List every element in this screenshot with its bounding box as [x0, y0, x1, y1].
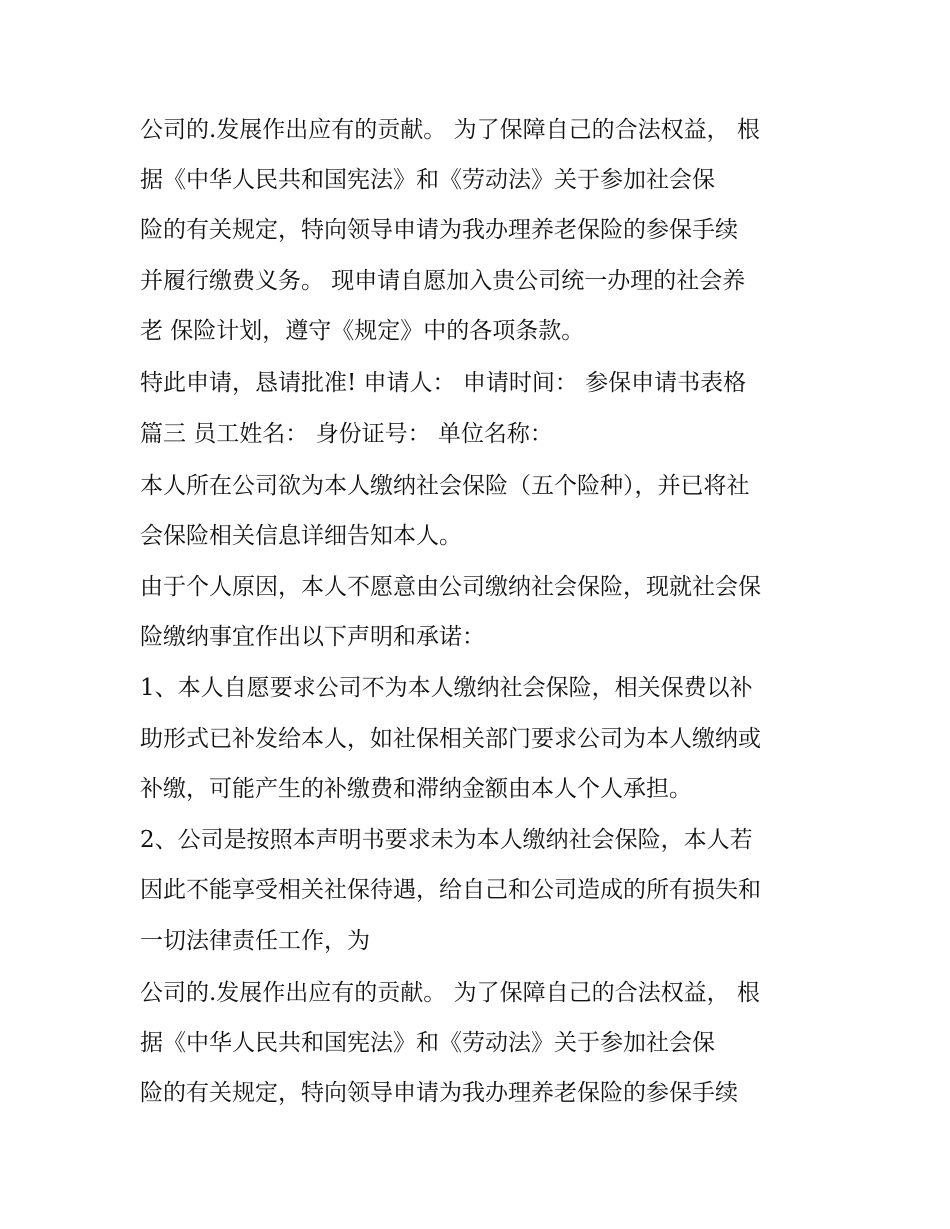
text-line: 一切法律责任工作，为	[140, 928, 370, 954]
text-line: 1、本人自愿要求公司不为本人缴纳社会保险，相关保费以补	[140, 675, 753, 701]
text-line: 补缴，可能产生的补缴费和滞纳金额由本人个人承担。	[140, 776, 692, 802]
text-line: 特此申请，恳请批准! 申请人： 申请时间： 参保申请书表格	[140, 370, 747, 396]
text-line: 老 保险计划，遵守《规定》中的各项条款。	[140, 318, 585, 344]
text-line: 据《中华人民共和国宪法》和《劳动法》关于参加社会保	[140, 167, 715, 193]
text-line: 公司的.发展作出应有的贡献。 为了保障自己的合法权益， 根	[140, 117, 760, 143]
text-line: 本人所在公司欲为本人缴纳社会保险（五个险种），并已将社	[140, 473, 750, 499]
text-line: 险缴纳事宜作出以下声明和承诺：	[140, 624, 485, 650]
text-line: 据《中华人民共和国宪法》和《劳动法》关于参加社会保	[140, 1030, 715, 1056]
text-line: 会保险相关信息详细告知本人。	[140, 523, 462, 549]
text-line: 助形式已补发给本人，如社保相关部门要求公司为本人缴纳或	[140, 726, 761, 752]
text-line: 因此不能享受相关社保待遇，给自己和公司造成的所有损失和	[140, 877, 761, 903]
text-line: 并履行缴费义务。 现申请自愿加入贵公司统一办理的社会养	[140, 268, 746, 294]
text-line: 篇三 员工姓名： 身份证号： 单位名称：	[140, 421, 553, 447]
text-line: 2、公司是按照本声明书要求未为本人缴纳社会保险，本人若	[140, 827, 753, 853]
text-line: 险的有关规定，特向领导申请为我办理养老保险的参保手续	[140, 1080, 738, 1106]
text-line: 由于个人原因，本人不愿意由公司缴纳社会保险，现就社会保	[140, 574, 761, 600]
text-line: 公司的.发展作出应有的贡献。 为了保障自己的合法权益， 根	[140, 980, 760, 1006]
text-line: 险的有关规定，特向领导申请为我办理养老保险的参保手续	[140, 217, 738, 243]
